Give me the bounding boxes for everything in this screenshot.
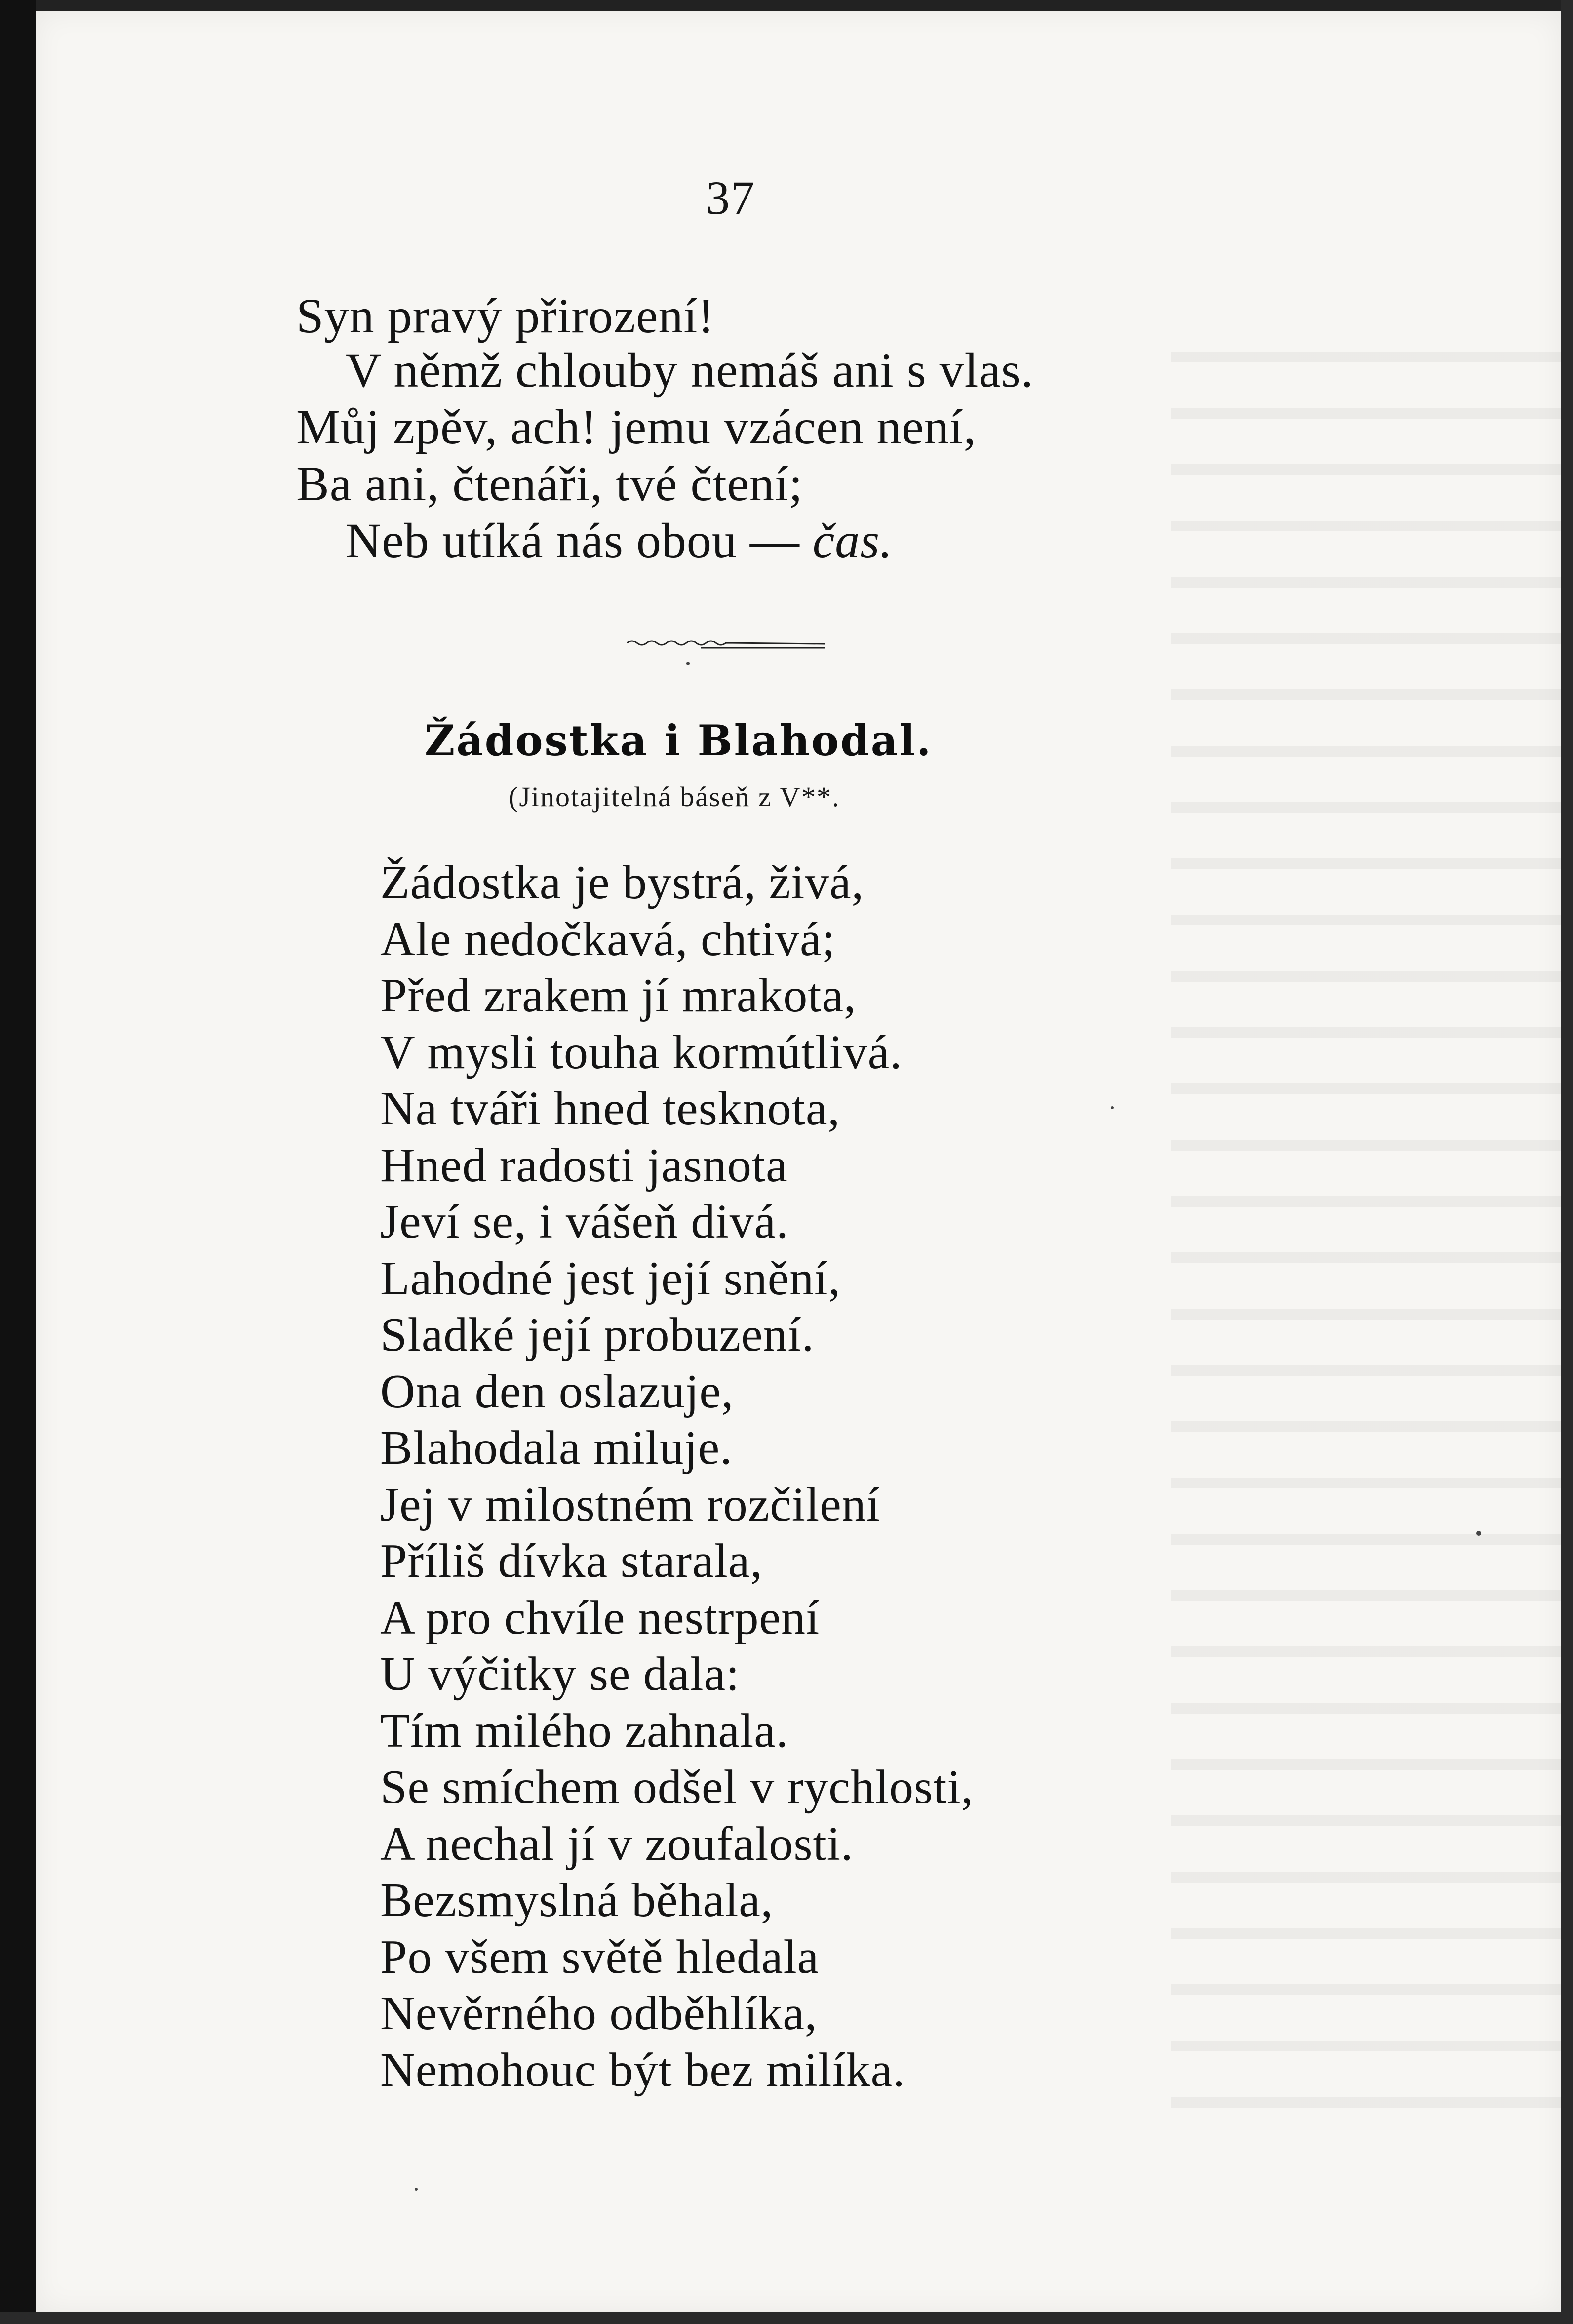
previous-poem-line: Můj zpěv, ach! jemu vzácen není,: [296, 400, 977, 454]
poem-line: U výčitky se dala:: [380, 1647, 740, 1701]
poem-line: Ona den oslazuje,: [380, 1364, 734, 1418]
poem-subtitle: (Jinotajitelná báseň z V**.: [509, 781, 840, 813]
bleed-through-text: [1171, 317, 1573, 2144]
poem-line: Lahodné jest její snění,: [380, 1251, 841, 1305]
paper-speck: [686, 662, 690, 665]
poem-line: Hned radosti jasnota: [380, 1138, 788, 1192]
poem-line: Před zrakem jí mrakota,: [380, 969, 857, 1022]
scan-left-edge: [0, 0, 36, 2324]
previous-poem-last-line: [346, 513, 893, 568]
previous-poem-line: V němž chlouby nemáš ani s vlas.: [346, 343, 1034, 398]
poem-line: Příliš dívka starala,: [380, 1534, 763, 1588]
previous-poem-last-word: čas.: [812, 513, 893, 568]
paper-speck: [415, 2188, 418, 2191]
poem-line: A nechal jí v zoufalosti.: [380, 1817, 854, 1871]
poem-line: Se smíchem odšel v rychlosti,: [380, 1761, 974, 1814]
poem-title: Žádostka i Blahodal.: [425, 716, 933, 765]
previous-poem-line-text: Neb utíká nás obou —: [346, 513, 813, 568]
poem-line: Bezsmyslná běhala,: [380, 1874, 774, 1927]
previous-poem-line: Ba ani, čtenáři, tvé čtení;: [296, 456, 803, 511]
scan-right-edge: [1561, 0, 1573, 2324]
page-number: 37: [706, 171, 755, 224]
poem-line: A pro chvíle nestrpení: [380, 1591, 820, 1644]
poem-line: Žádostka je bystrá, živá,: [380, 856, 865, 909]
poem-line: Ale nedočkavá, chtivá;: [380, 912, 836, 966]
poem-line: Po všem světě hledala: [380, 1930, 820, 1984]
previous-poem-line: Syn pravý přirození!: [296, 288, 715, 343]
poem-line: Nevěrného odběhlíka,: [380, 1987, 818, 2040]
poem-line: Blahodala miluje.: [380, 1421, 733, 1475]
poem-line: Jeví se, i vášeň divá.: [380, 1195, 789, 1248]
poem-body: [380, 854, 974, 2098]
poem-line: Jej v milostném rozčilení: [380, 1478, 880, 1531]
poem-line: Nemohouc být bez milíka.: [380, 2043, 905, 2097]
poem-line: Na tváři hned tesknota,: [380, 1082, 840, 1135]
scan-bottom-edge: [0, 2312, 1573, 2324]
poem-line: V mysli touha kormútlivá.: [380, 1025, 903, 1079]
paper-speck: [1111, 1106, 1114, 1109]
scan-top-edge: [0, 0, 1573, 11]
poem-line: Tím milého zahnala.: [380, 1704, 789, 1758]
section-divider-ornament: [627, 637, 825, 652]
paper-speck: [1476, 1531, 1481, 1536]
poem-line: Sladké její probuzení.: [380, 1308, 815, 1362]
